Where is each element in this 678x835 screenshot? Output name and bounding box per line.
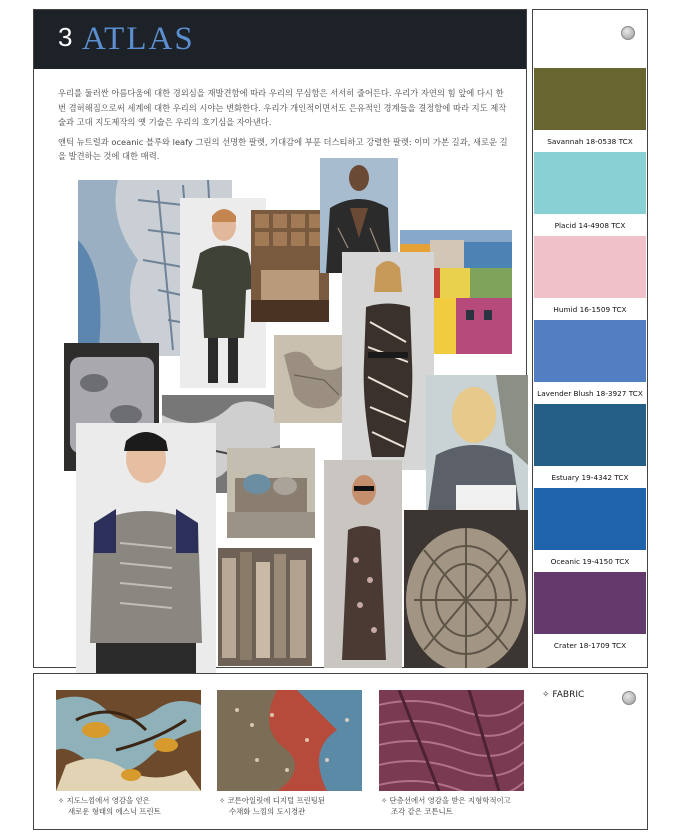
fabric-panel xyxy=(33,673,648,830)
runway-patchwork-top-photo xyxy=(76,423,216,678)
binder-hole-icon xyxy=(622,691,636,705)
fabric-caption-3 xyxy=(381,795,551,817)
intro-paragraph-1: 우리를 둘러싼 아름다움에 대한 경외심을 재발견함에 따라 우리의 무심함은 서서히 줄어든다. 우리가 자연의 힘 앞에 다시 한번 겸허해짐으로써 세계에 대한 우리의 시야는 변화한다. 우리가 개인적이면서도 은유적인 경계들을 결정함에 따라 지도 제작술과 고대 지도제작의 옛 기술은 우리의 호기심을 자아낸다. xyxy=(58,88,507,127)
living-room-photo xyxy=(227,448,315,538)
fabric-caption-1 xyxy=(58,795,218,817)
blonde-woman-photo xyxy=(426,375,528,525)
section-header xyxy=(34,10,526,69)
fabric-caption-line: ✧ 지도느낌에서 영감을 얻은 xyxy=(58,796,150,805)
watercolor-eyelet-fabric-swatch xyxy=(217,690,362,791)
fabric-caption-line: ✧ 코튼아일릿에 디지털 프린팅된 xyxy=(219,796,326,805)
swatch-humid xyxy=(534,236,646,298)
wooden-dome-photo xyxy=(404,510,528,668)
atlas-trend-panel xyxy=(33,9,527,668)
color-swatch-panel xyxy=(532,9,648,668)
fabric-caption-2 xyxy=(219,795,379,817)
topographic-knit-fabric-swatch xyxy=(379,690,524,791)
swatch-label: Lavender Blush 18-3927 TCX xyxy=(537,389,643,398)
fabric-caption-line: ✧ 단층선에서 영감을 받은 지형학적이고 xyxy=(381,796,511,805)
street-style-dress-photo xyxy=(324,460,402,668)
binder-hole-icon xyxy=(621,26,635,40)
section-title: ATLAS xyxy=(82,21,195,57)
fabric-caption-line: 수채화 느낌의 도시경관 xyxy=(229,807,306,816)
swatch-label: Humid 16-1509 TCX xyxy=(553,305,627,314)
swatch-oceanic xyxy=(534,488,646,550)
interior-photo xyxy=(251,210,329,322)
stone-slabs-photo xyxy=(218,548,312,666)
ethnic-print-fabric-swatch xyxy=(56,690,201,791)
swatch-placid xyxy=(534,152,646,214)
section-number: 3 xyxy=(58,22,73,52)
swatch-label: Crater 18-1709 TCX xyxy=(553,641,627,650)
swatch-label: Placid 14-4908 TCX xyxy=(554,221,626,230)
swatch-crater xyxy=(534,572,646,634)
fabric-caption-line: 조각 같은 코튼니트 xyxy=(391,807,453,816)
swatch-lavender-blush xyxy=(534,320,646,382)
fabric-section-label: ✧ FABRIC xyxy=(542,690,585,700)
swatch-estuary xyxy=(534,404,646,466)
swatch-label: Estuary 19-4342 TCX xyxy=(551,473,629,482)
fabric-caption-line: 새로운 형태의 에스닉 프린트 xyxy=(68,807,161,816)
intro-paragraph-2: 앤틱 뉴트럴과 oceanic 블루와 leafy 그린의 선명한 팔렛, 기대감에 부푼 더스티하고 강렬한 팔렛: 이미 가본 길과, 새로운 길을 발견하는 것에 대한 매력. xyxy=(58,136,508,161)
swatch-savannah xyxy=(534,68,646,130)
swatch-label: Savannah 18-0538 TCX xyxy=(547,137,633,146)
swatch-label: Oceanic 19-4150 TCX xyxy=(550,557,630,566)
runway-patterned-dress-photo xyxy=(342,252,434,470)
intro-text xyxy=(58,86,508,169)
